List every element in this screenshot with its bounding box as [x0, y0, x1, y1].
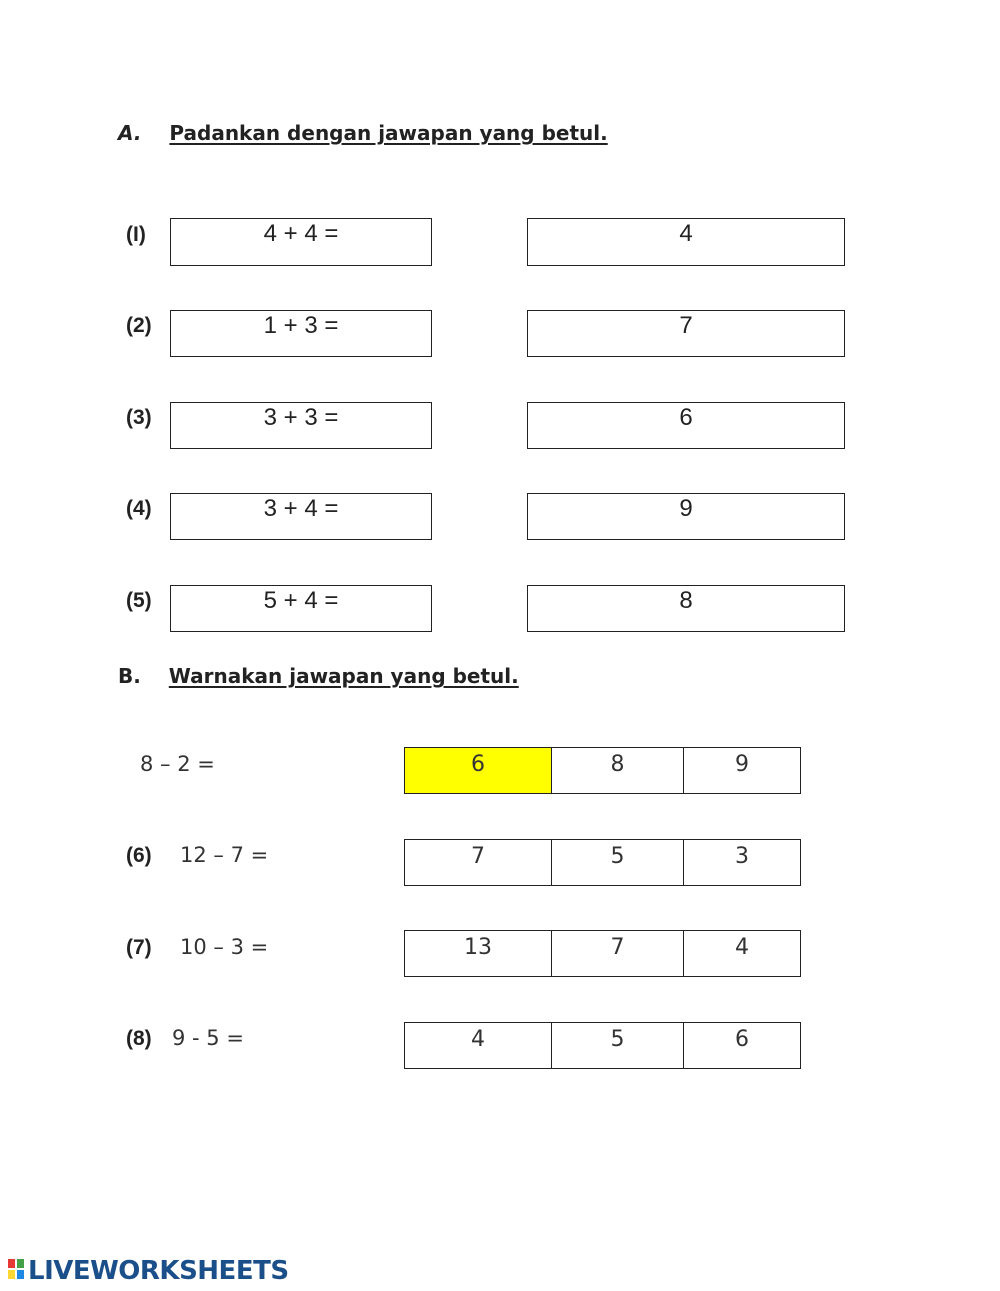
choice-row	[404, 839, 801, 886]
choice-option[interactable]: 13	[405, 931, 552, 976]
question-number: (2)	[126, 314, 152, 337]
liveworksheets-logo[interactable]	[8, 1256, 289, 1286]
question-box[interactable]: 1 + 3 =	[170, 310, 432, 357]
question-number: (5)	[126, 589, 152, 612]
section-a-letter: A.	[118, 121, 142, 145]
example-choices	[404, 747, 801, 794]
choice-option[interactable]: 4	[405, 1023, 552, 1068]
answer-box[interactable]: 7	[527, 310, 845, 357]
question-box[interactable]: 5 + 4 =	[170, 585, 432, 632]
choice-option[interactable]: 8	[552, 748, 684, 793]
question-box[interactable]: 3 + 4 =	[170, 493, 432, 540]
answer-box[interactable]: 8	[527, 585, 845, 632]
question-number: (4)	[126, 497, 152, 520]
subtraction-question: 9 - 5 =	[172, 1026, 244, 1050]
choice-option[interactable]: 3	[735, 844, 749, 869]
choice-option[interactable]: 5	[552, 840, 684, 885]
subtraction-question: 10 – 3 =	[180, 935, 269, 959]
section-b-title: Warnakan jawapan yang betul.	[168, 664, 519, 688]
choice-option[interactable]: 9	[735, 752, 749, 777]
choice-row	[404, 930, 801, 977]
choice-option[interactable]: 5	[552, 1023, 684, 1068]
question-box[interactable]: 4 + 4 =	[170, 218, 432, 266]
brand-name: LIVEWORKSHEETS	[28, 1256, 289, 1286]
section-b-letter: B.	[118, 664, 141, 688]
question-number: (8)	[126, 1027, 152, 1050]
choice-option[interactable]: 7	[405, 840, 552, 885]
question-number: (I)	[126, 223, 146, 246]
choice-option[interactable]: 7	[552, 931, 684, 976]
section-a-heading	[118, 121, 608, 145]
answer-box[interactable]: 6	[527, 402, 845, 449]
example-question: 8 – 2 =	[140, 752, 215, 776]
answer-box[interactable]: 4	[527, 218, 845, 266]
choice-row	[404, 1022, 801, 1069]
choice-option[interactable]: 4	[735, 935, 749, 960]
liveworksheets-logo-icon	[8, 1259, 26, 1281]
question-number: (6)	[126, 844, 152, 867]
answer-box[interactable]: 9	[527, 493, 845, 540]
section-b-heading	[118, 664, 519, 688]
choice-option-highlighted[interactable]: 6	[405, 748, 552, 793]
question-number: (7)	[126, 936, 152, 959]
question-box[interactable]: 3 + 3 =	[170, 402, 432, 449]
question-number: (3)	[126, 406, 152, 429]
choice-option[interactable]: 6	[735, 1027, 749, 1052]
subtraction-question: 12 – 7 =	[180, 843, 269, 867]
section-a-title: Padankan dengan jawapan yang betul.	[169, 121, 608, 145]
